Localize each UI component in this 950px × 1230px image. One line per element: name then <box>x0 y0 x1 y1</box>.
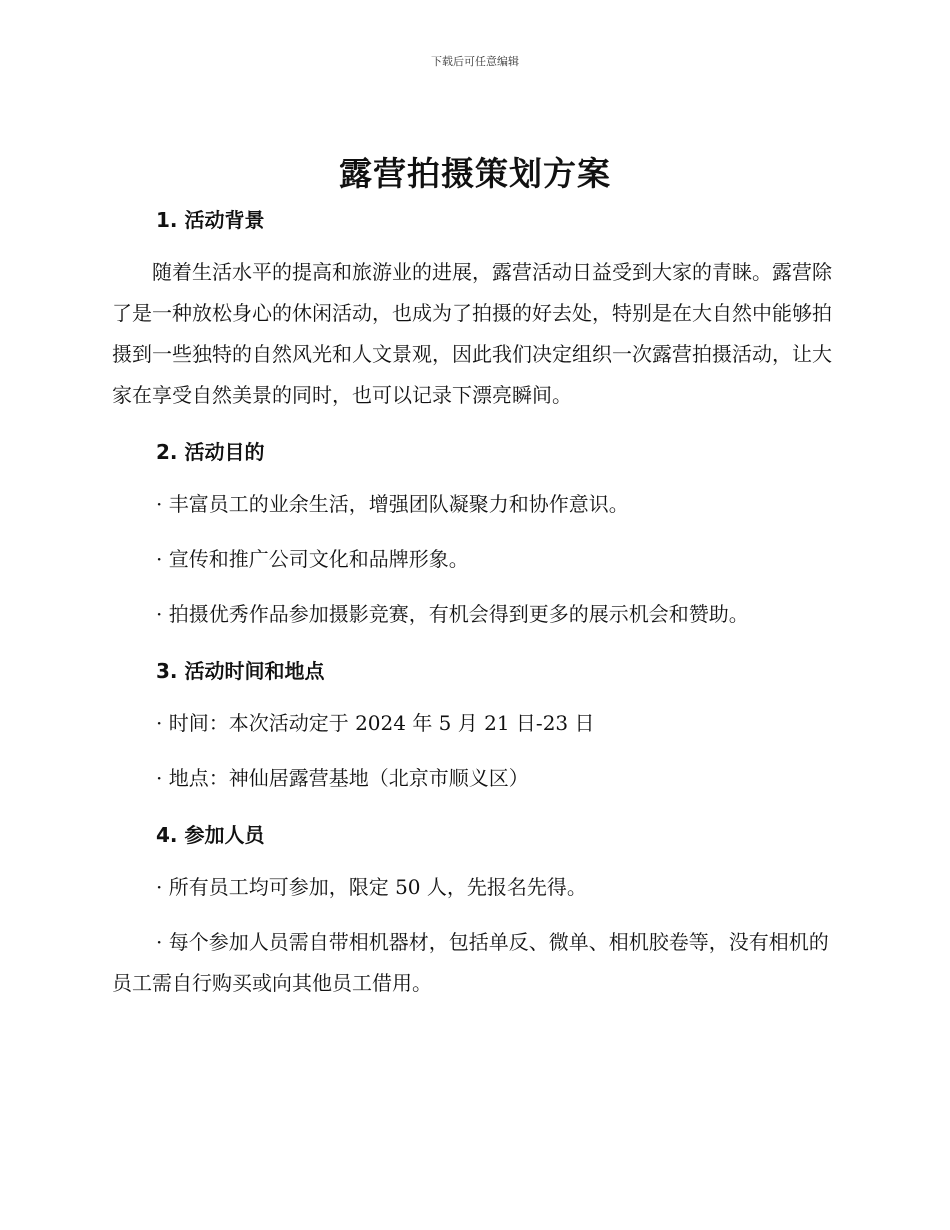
section-heading-time-place: 3. 活动时间和地点 <box>156 659 325 683</box>
document-title: 露营拍摄策划方案 <box>339 154 611 193</box>
section-heading-background: 1. 活动背景 <box>156 208 265 232</box>
time-item: · 时间：本次活动定于 2024 年 5 月 21 日-23 日 <box>156 711 595 735</box>
background-paragraph: 随着生活水平的提高和旅游业的进展，露营活动日益受到大家的青睐。露营除了是一种放松身心的休闲活动，也成为了拍摄的好去处，特别是在大自然中能够拍摄到一些独特的自然风光和人文景观，因此我们决定组织一次露营拍摄活动，让大家在享受自然美景的同时，也可以记录下漂亮瞬间。 <box>112 260 832 407</box>
header-note: 下载后可任意编辑 <box>431 55 519 68</box>
purpose-item: · 宣传和推广公司文化和品牌形象。 <box>156 547 469 571</box>
purpose-item: · 丰富员工的业余生活，增强团队凝聚力和协作意识。 <box>156 492 629 516</box>
document-body <box>112 202 832 1004</box>
section-heading-participants: 4. 参加人员 <box>156 823 265 847</box>
section-heading-purpose: 2. 活动目的 <box>156 440 265 464</box>
participants-item: · 所有员工均可参加，限定 50 人，先报名先得。 <box>156 875 587 899</box>
place-item: · 地点：神仙居露营基地（北京市顺义区） <box>156 766 529 790</box>
participants-item: · 每个参加人员需自带相机器材，包括单反、微单、相机胶卷等，没有相机的员工需自行购买或向其他员工借用。 <box>112 930 829 995</box>
purpose-item: · 拍摄优秀作品参加摄影竞赛，有机会得到更多的展示机会和赞助。 <box>156 602 749 626</box>
